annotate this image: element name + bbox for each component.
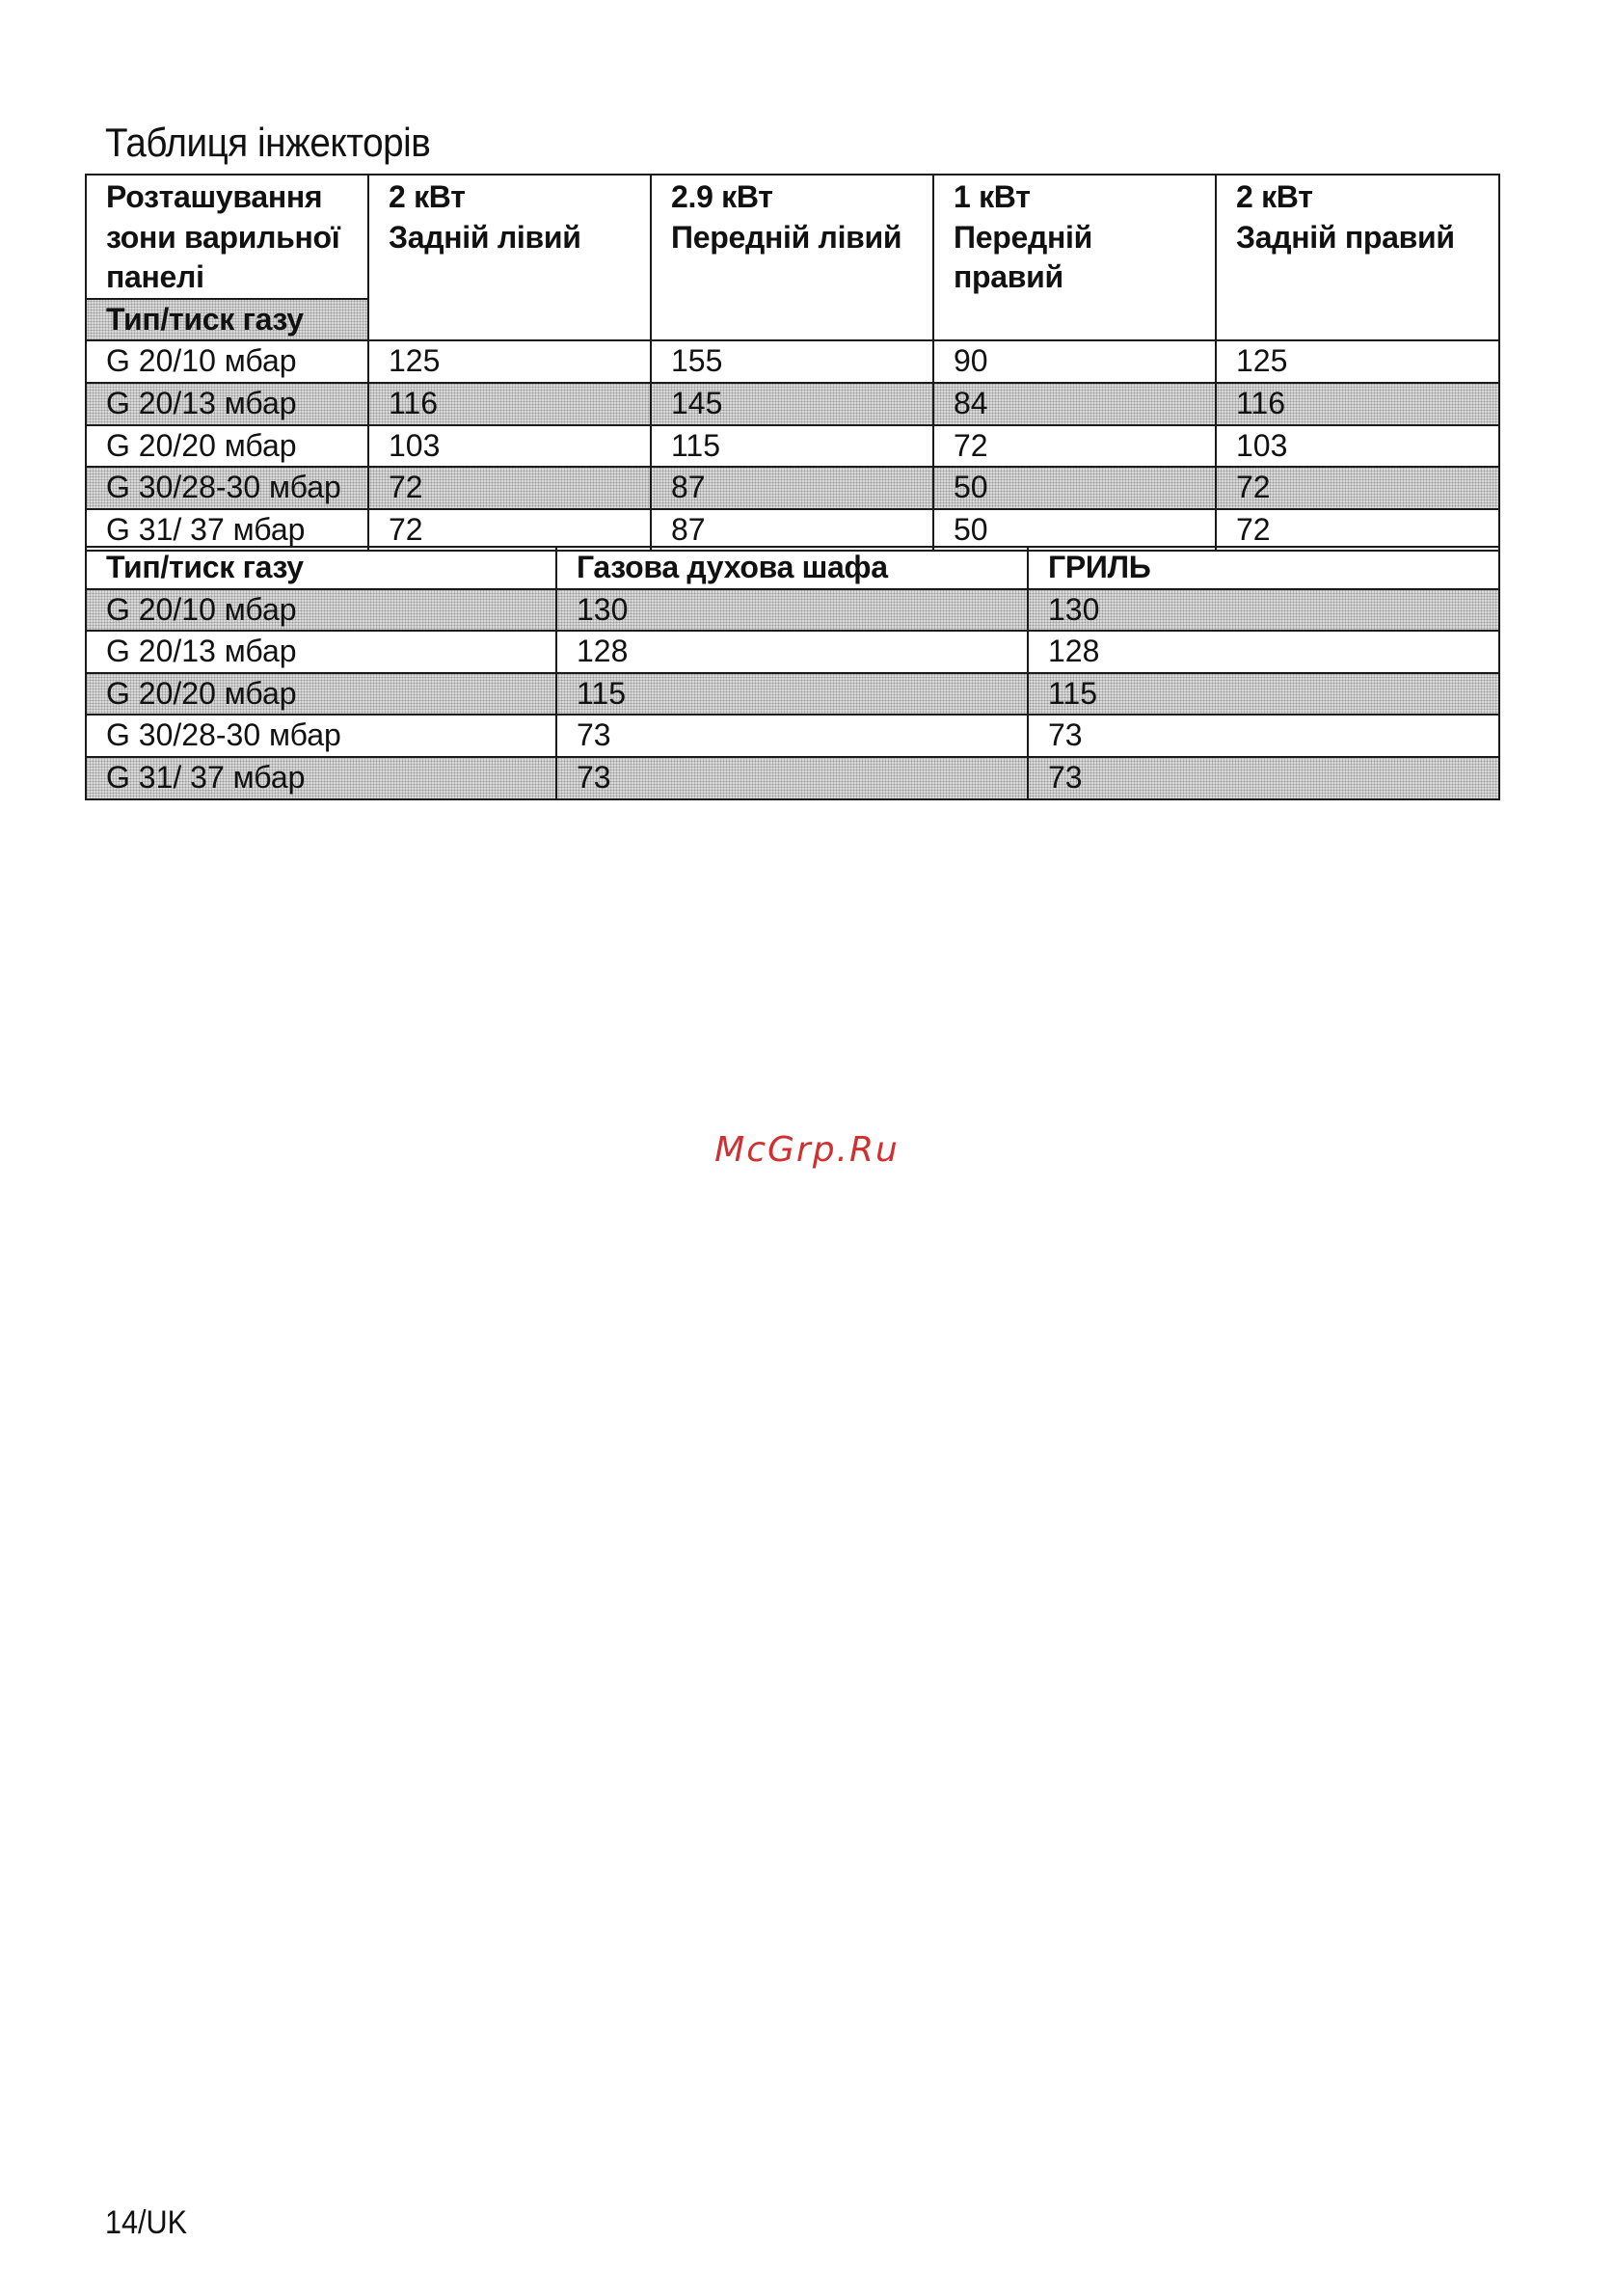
gas-type-cell: G 30/28-30 мбар <box>86 715 556 757</box>
oven-injector-table <box>85 546 1500 800</box>
table-row <box>86 467 1499 509</box>
table-header-row <box>86 175 1499 299</box>
value-cell: 130 <box>556 589 1028 632</box>
burner-power: 1 кВт <box>954 179 1031 214</box>
value-cell: 50 <box>933 467 1216 509</box>
value-cell: 115 <box>651 425 933 468</box>
table-row <box>86 425 1499 468</box>
gas-type-header: Тип/тиск газу <box>86 299 368 341</box>
value-cell: 103 <box>1216 425 1499 468</box>
value-cell: 73 <box>1028 715 1499 757</box>
burner-position: Передній <box>954 219 1092 255</box>
value-cell: 73 <box>556 757 1028 799</box>
value-cell: 103 <box>368 425 651 468</box>
gas-type-cell: G 20/10 мбар <box>86 589 556 632</box>
value-cell: 72 <box>933 425 1216 468</box>
value-cell: 115 <box>556 673 1028 716</box>
page-number: 14/UK <box>105 2204 188 2241</box>
burner-header-cell <box>368 175 651 340</box>
gas-type-cell: G 20/10 мбар <box>86 340 368 383</box>
burner-position: Передній лівий <box>671 219 902 255</box>
burner-position: Задній правий <box>1236 219 1455 255</box>
location-header-line: Розташування <box>106 179 323 214</box>
table-row <box>86 757 1499 799</box>
value-cell: 130 <box>1028 589 1499 632</box>
value-cell: 125 <box>368 340 651 383</box>
grill-header: ГРИЛЬ <box>1028 547 1499 589</box>
table-row <box>86 340 1499 383</box>
burner-position: правий <box>954 259 1063 295</box>
oven-header: Газова духова шафа <box>556 547 1028 589</box>
value-cell: 128 <box>556 631 1028 673</box>
gas-type-header: Тип/тиск газу <box>86 547 556 589</box>
location-header-cell <box>86 175 368 299</box>
value-cell: 84 <box>933 383 1216 425</box>
table-row <box>86 589 1499 632</box>
value-cell: 155 <box>651 340 933 383</box>
value-cell: 116 <box>1216 383 1499 425</box>
burner-power: 2 кВт <box>1236 179 1313 214</box>
burner-injector-table <box>85 174 1500 552</box>
table-row <box>86 383 1499 425</box>
value-cell: 116 <box>368 383 651 425</box>
gas-type-cell: G 20/13 мбар <box>86 383 368 425</box>
value-cell: 125 <box>1216 340 1499 383</box>
burner-header-cell <box>651 175 933 340</box>
value-cell: 73 <box>1028 757 1499 799</box>
location-header-line: панелі <box>106 259 204 295</box>
gas-type-cell: G 20/13 мбар <box>86 631 556 673</box>
table-header-row <box>86 547 1499 589</box>
value-cell: 73 <box>556 715 1028 757</box>
burner-header-cell <box>1216 175 1499 340</box>
burner-power: 2.9 кВт <box>671 179 773 214</box>
value-cell: 128 <box>1028 631 1499 673</box>
table-row <box>86 631 1499 673</box>
value-cell: 72 <box>368 509 651 552</box>
gas-type-cell: G 31/ 37 мбар <box>86 509 368 552</box>
location-header-line: зони варильної <box>106 219 340 255</box>
gas-type-cell: G 20/20 мбар <box>86 673 556 716</box>
table-row <box>86 509 1499 552</box>
gas-type-cell: G 20/20 мбар <box>86 425 368 468</box>
value-cell: 50 <box>933 509 1216 552</box>
value-cell: 87 <box>651 509 933 552</box>
value-cell: 87 <box>651 467 933 509</box>
burner-power: 2 кВт <box>389 179 466 214</box>
value-cell: 115 <box>1028 673 1499 716</box>
value-cell: 72 <box>1216 467 1499 509</box>
burner-position: Задній лівий <box>389 219 581 255</box>
page-title: Таблиця інжекторів <box>105 120 431 165</box>
watermark: McGrp.Ru <box>714 1130 900 1170</box>
value-cell: 72 <box>368 467 651 509</box>
gas-type-cell: G 31/ 37 мбар <box>86 757 556 799</box>
table-row <box>86 715 1499 757</box>
value-cell: 72 <box>1216 509 1499 552</box>
gas-type-cell: G 30/28-30 мбар <box>86 467 368 509</box>
value-cell: 90 <box>933 340 1216 383</box>
burner-header-cell <box>933 175 1216 340</box>
value-cell: 145 <box>651 383 933 425</box>
table-row <box>86 673 1499 716</box>
